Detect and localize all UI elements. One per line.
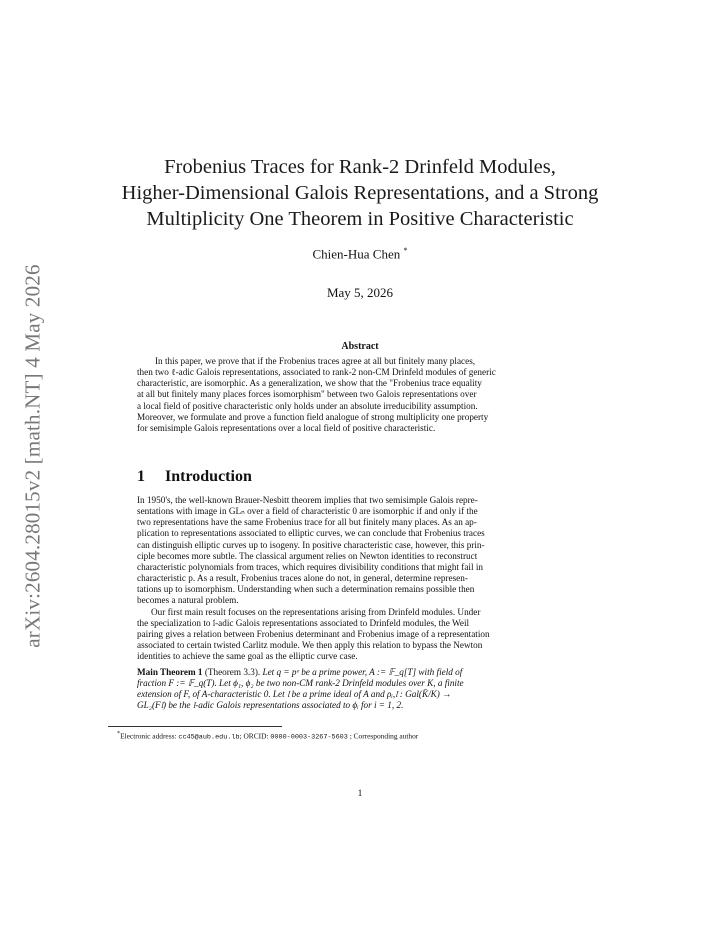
body-line: characteristic p. As a result, Frobenius traces alone do not, in general, determine represen- [137,573,468,584]
introduction-body [137,495,583,662]
body-line: sentations with image in GLₙ over a field of characteristic 0 are isomorphic if and only if the [137,506,478,517]
footnote-divider [108,726,282,727]
body-line: In 1950's, the well-known Brauer-Nesbitt theorem implies that two semisimple Galois repre- [137,495,478,505]
theorem-line: fraction F := 𝔽_q(T). Let ϕ₁, ϕ₂ be two non-CM rank-2 Drinfeld modules over K, a finite [137,678,464,689]
theorem-reference-link[interactable]: (Theorem 3.3). [204,667,261,677]
abstract-line: a local field of positive characteristic only holds under an absolute irreducibility assumption. [137,400,478,411]
footnote-middle: ; ORCID: [239,731,271,741]
title-line: Multiplicity One Theorem in Positive Characteristic [146,208,574,230]
main-theorem [137,667,583,712]
orcid-link[interactable]: 0000-0003-3267-5603 [270,733,348,742]
body-line: identities to achieve the same goal as the elliptic curve case. [137,651,358,662]
title-line: Higher-Dimensional Galois Representations, and a Strong [121,182,599,204]
abstract-line: Moreover, we formulate and prove a function field analogue of strong multiplicity one property [137,411,489,422]
abstract-line: characteristic, are isomorphic. As a generalization, we show that the "Frobenius trace equality [137,378,482,389]
body-line: two representations have the same Frobenius trace for all but finitely many places. As an ap- [137,517,477,528]
abstract-heading: Abstract [341,341,379,352]
publication-date: May 5, 2026 [326,285,394,300]
intro-paragraph-1 [137,495,583,607]
body-line: the specialization to 𝔩-adic Galois representations associated to Drinfeld modules, the Weil [137,617,470,628]
section-heading [137,468,252,486]
theorem-line: extension of F, of A-characteristic 0. Let 𝔩 be a prime ideal of A and ρᵢ,𝔩 : Gal(K̄/K) → [137,689,452,700]
theorem-line: GL₂(F𝔩) be the 𝔩-adic Galois representations associated to ϕᵢ for i = 1, 2. [137,700,404,711]
body-line: characteristic polynomials from traces, which requires divisibility conditions that might fail in [137,561,483,572]
abstract-line: for semisimple Galois representations over a local field of positive characteristic. [137,422,436,433]
footnote-mark: * [117,731,121,737]
footnote-suffix: ; Corresponding author [347,731,419,741]
author-footnote-mark[interactable]: * [403,246,408,255]
page-number: 1 [357,789,363,799]
title-line: Frobenius Traces for Rank-2 Drinfeld Modules, [164,156,556,178]
body-line: pairing gives a relation between Frobenius determinant and Frobenius image of a representation [137,628,490,639]
abstract-line: at all but finitely many places forces isomorphism" between two Galois representations over [137,389,477,400]
arxiv-identifier-stamp[interactable]: arXiv:2604.28015v2 [math.NT] 4 May 2026 [20,264,45,648]
section-number: 1 [137,468,145,485]
body-line: plication to representations associated to elliptic curves, we can conclude that Frobenius traces [137,528,485,539]
theorem-line [137,667,583,678]
email-link[interactable]: cc45@aub.edu.lb [178,733,240,742]
theorem-text: Let q = pᵉ be a prime power, A := 𝔽_q[T] with field of [262,667,463,677]
footnote-prefix: Electronic address: [120,731,179,741]
section-title: Introduction [165,468,252,485]
body-line: ciple becomes more subtle. The classical argument relies on Newton identities to reconstruct [137,550,478,561]
paper-title [100,154,620,232]
abstract-line: In this paper, we prove that if the Frobenius traces agree at all but finitely many places, [155,356,476,366]
author-name: Chien-Hua Chen [312,246,401,262]
abstract-body [137,356,583,434]
body-line: can distinguish elliptic curves up to isogeny. In positive characteristic case, however, this prin- [137,539,485,550]
author-line [200,246,520,262]
body-line: associated to certain twisted Carlitz module. We then apply this relation to bypass the Newton [137,640,483,651]
body-line: becomes a natural problem. [137,595,239,606]
theorem-label: Main Theorem 1 [137,667,203,677]
abstract-line: then two ℓ-adic Galois representations, associated to rank-2 non-CM Drinfeld modules of generic [137,367,496,378]
footnote [117,729,587,742]
intro-paragraph-2 [137,607,583,663]
body-line: Our first main result focuses on the representations arising from Drinfeld modules. Under [151,606,481,617]
body-line: tations up to isomorphism. Understanding when such a determination remains possible then [137,584,475,595]
